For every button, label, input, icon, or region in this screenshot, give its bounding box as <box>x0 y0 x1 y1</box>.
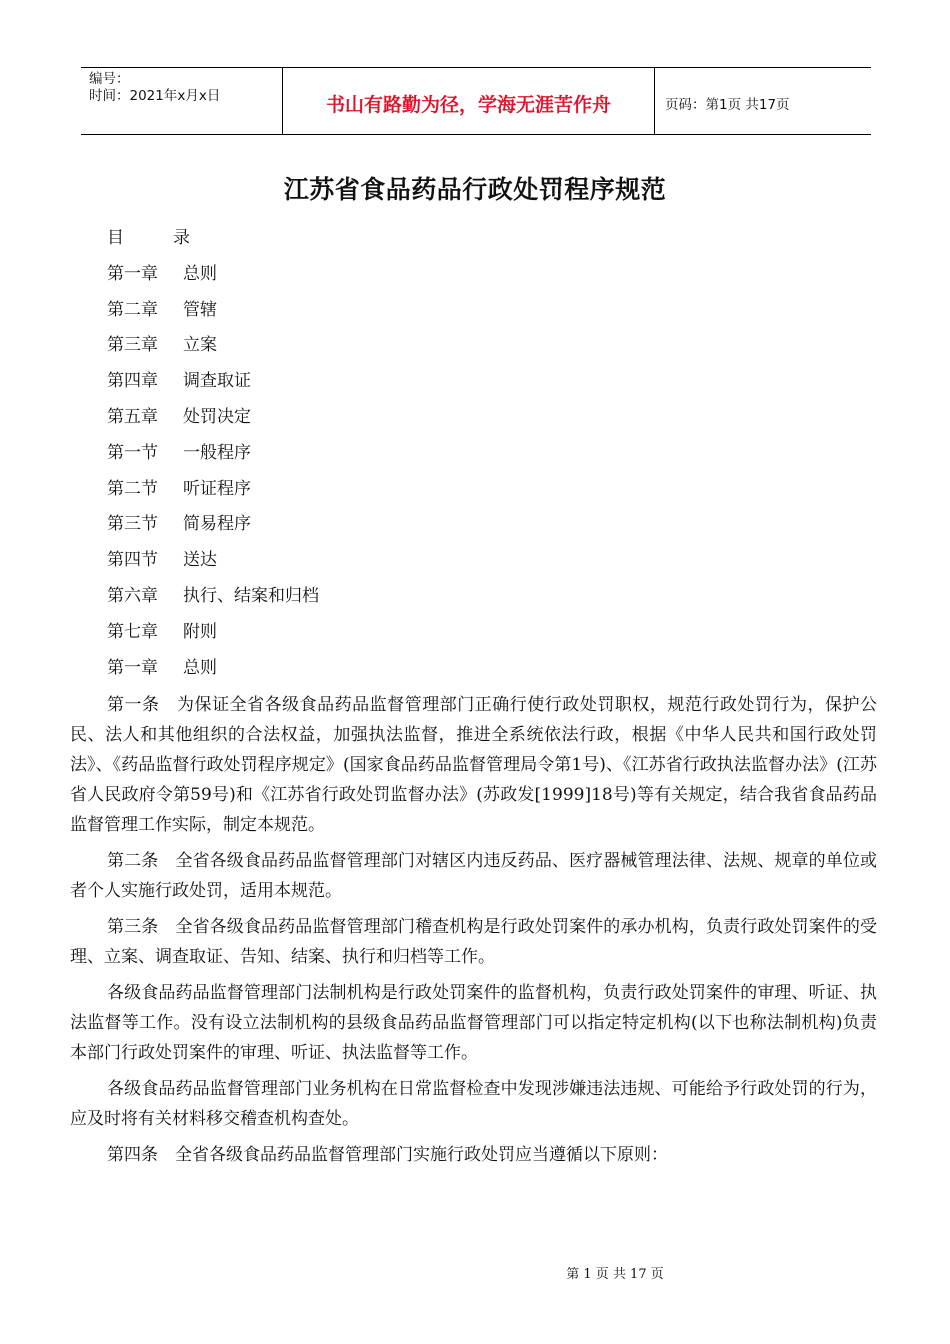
toc-item <box>107 262 319 298</box>
toc-item <box>107 548 319 584</box>
toc-item-name: 立案 <box>183 335 217 356</box>
toc-item <box>107 441 319 477</box>
toc-heading-part: 目 <box>107 228 124 248</box>
page-footer: 第 1 页 共 17 页 <box>566 1267 664 1282</box>
toc-item <box>107 333 319 369</box>
toc-item-num: 第一章 <box>107 263 158 284</box>
document-title: 江苏省食品药品行政处罚程序规范 <box>283 175 667 204</box>
toc-item-name: 调查取证 <box>183 371 251 392</box>
number-label: 编号： <box>89 71 130 87</box>
toc-item <box>107 512 319 548</box>
chapter-heading-name: 总则 <box>183 657 217 678</box>
toc-item-num: 第三章 <box>107 335 158 356</box>
toc-heading <box>107 226 319 262</box>
toc-heading-part: 录 <box>173 228 190 248</box>
toc-item-name: 总则 <box>183 263 217 284</box>
chapter-heading-num: 第一章 <box>107 657 158 678</box>
toc-item <box>107 298 319 334</box>
toc-item <box>107 405 319 441</box>
header-motto: 书山有路勤为径，学海无涯苦作舟 <box>283 68 655 134</box>
paragraph: 第二条 全省各级食品药品监督管理部门对辖区内违反药品、医疗器械管理法律、法规、规章的单位或者个人实施行政处罚，适用本规范。 <box>70 851 877 901</box>
paragraph: 第四条 全省各级食品药品监督管理部门实施行政处罚应当遵循以下原则： <box>107 1145 668 1165</box>
toc-item-num: 第一节 <box>107 442 158 463</box>
toc-item-name: 送达 <box>183 550 217 571</box>
toc-item-name: 一般程序 <box>183 442 251 463</box>
toc-item-num: 第六章 <box>107 585 158 606</box>
header-page-info: 页码：第1页 共17页 <box>665 97 790 113</box>
toc-item-name: 管辖 <box>183 299 217 320</box>
page-header <box>81 67 871 135</box>
toc-item-num: 第五章 <box>107 406 158 427</box>
toc-item <box>107 369 319 405</box>
toc-item-num: 第二节 <box>107 478 158 499</box>
chapter-heading <box>107 656 319 692</box>
header-meta <box>81 68 283 134</box>
toc-item-num: 第二章 <box>107 299 158 320</box>
toc-item-name: 听证程序 <box>183 478 251 499</box>
toc-item-num: 第七章 <box>107 621 158 642</box>
toc-item-num: 第四节 <box>107 550 158 571</box>
toc-item <box>107 477 319 513</box>
toc-item-name: 简易程序 <box>183 514 251 535</box>
paragraph: 第三条 全省各级食品药品监督管理部门稽查机构是行政处罚案件的承办机构，负责行政处罚案件的受理、立案、调查取证、告知、结案、执行和归档等工作。 <box>70 917 877 967</box>
toc-item-num: 第三节 <box>107 514 158 535</box>
toc-item <box>107 620 319 656</box>
toc-item-name: 执行、结案和归档 <box>183 585 319 606</box>
toc-item-name: 附则 <box>183 621 217 642</box>
time-label: 时间：2021年x月x日 <box>89 88 221 104</box>
paragraph: 各级食品药品监督管理部门法制机构是行政处罚案件的监督机构，负责行政处罚案件的审理、听证、执法监督等工作。没有设立法制机构的县级食品药品监督管理部门可以指定特定机构(以下也称法制机构)负责本部门行政处罚案件的审理、听证、执法监督等工作。 <box>70 983 877 1063</box>
paragraph: 第一条 为保证全省各级食品药品监督管理部门正确行使行政处罚职权，规范行政处罚行为，保护公民、法人和其他组织的合法权益，加强执法监督，推进全系统依法行政，根据《中华人民共和国行政处罚法》、《药品监督行政处罚程序规定》(国家食品药品监督管理局令第1号)、《江苏省行政执法监督办法》(江苏省人民政府令第59号)和《江苏省行政处罚监督办法》(苏政发[1999]18号)等有关规定，结合我省食品药品监督管理工作实际，制定本规范。 <box>70 695 877 835</box>
table-of-contents <box>107 226 319 691</box>
document-body <box>70 690 877 1176</box>
toc-item <box>107 584 319 620</box>
toc-item-name: 处罚决定 <box>183 406 251 427</box>
paragraph: 各级食品药品监督管理部门业务机构在日常监督检查中发现涉嫌违法违规、可能给予行政处罚的行为，应及时将有关材料移交稽查机构查处。 <box>70 1079 877 1129</box>
toc-item-num: 第四章 <box>107 371 158 392</box>
